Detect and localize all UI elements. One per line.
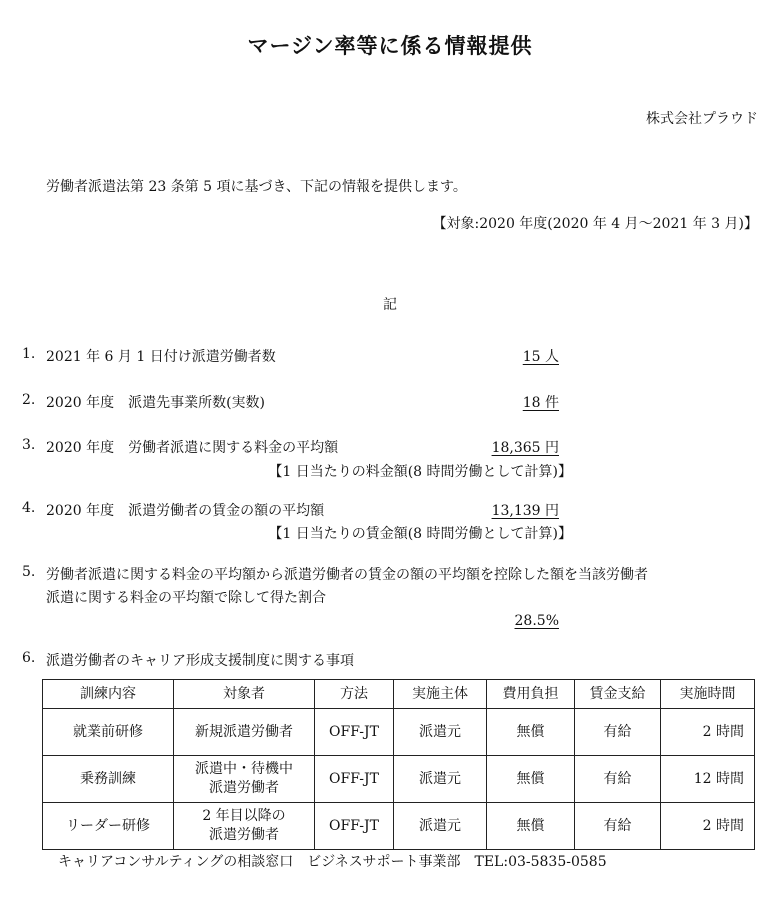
page-title: マージン率等に係る情報提供 <box>247 33 533 58</box>
item-4-number: 4. <box>22 500 36 516</box>
cell-target <box>174 709 315 756</box>
cell-method: OFF-JT <box>315 803 394 850</box>
cell-wage: 有給 <box>575 756 661 803</box>
cell-provider: 派遣元 <box>394 803 487 850</box>
cell-target-line-2: 派遣労働者 <box>209 780 279 796</box>
item-3-number: 3. <box>22 437 36 453</box>
company-name: 株式会社プラウド <box>646 111 758 127</box>
column-header-method: 方法 <box>315 680 394 709</box>
item-3-value: 18,365 円 <box>491 440 559 456</box>
table-row <box>43 709 755 756</box>
cell-hours: 12 時間 <box>661 756 755 803</box>
item-2-value: 18 件 <box>522 395 559 411</box>
column-header-provider: 実施主体 <box>394 680 487 709</box>
item-4-note: 【1 日当たりの賃金額(8 時間労働として計算)】 <box>268 526 572 542</box>
cell-content: 乗務訓練 <box>43 756 174 803</box>
cell-hours: 2 時間 <box>661 803 755 850</box>
cell-wage: 有給 <box>575 709 661 756</box>
column-header-target: 対象者 <box>174 680 315 709</box>
cell-target <box>174 803 315 850</box>
column-header-content: 訓練内容 <box>43 680 174 709</box>
column-header-hours: 実施時間 <box>661 680 755 709</box>
cell-hours: 2 時間 <box>661 709 755 756</box>
table-header-row <box>43 680 755 709</box>
intro-text: 労働者派遣法第 23 条第 5 項に基づき、下記の情報を提供します。 <box>46 179 467 195</box>
item-5-number: 5. <box>22 564 36 580</box>
item-4-text: 2020 年度 派遣労働者の賃金の額の平均額 <box>46 503 325 519</box>
cell-provider: 派遣元 <box>394 756 487 803</box>
footer-contact: キャリアコンサルティングの相談窓口 ビジネスサポート事業部 TEL:03-5835-0585 <box>58 854 607 870</box>
ki-heading: 記 <box>383 297 397 313</box>
cell-wage: 有給 <box>575 803 661 850</box>
item-5-line-2: 派遣に関する料金の平均額で除して得た割合 <box>46 590 326 606</box>
item-2-text: 2020 年度 派遣先事業所数(実数) <box>46 395 266 411</box>
cell-target-line-1: 派遣中・待機中 <box>195 761 293 777</box>
item-1-number: 1. <box>22 346 36 362</box>
cell-cost: 無償 <box>487 709 575 756</box>
target-period: 【対象:2020 年度(2020 年 4 月～2021 年 3 月)】 <box>432 216 758 232</box>
item-1-text: 2021 年 6 月 1 日付け派遣労働者数 <box>46 349 276 365</box>
item-2-number: 2. <box>22 392 36 408</box>
cell-target-line-1: 2 年目以降の <box>202 808 286 824</box>
item-1-value: 15 人 <box>522 349 559 365</box>
column-header-wage: 賃金支給 <box>575 680 661 709</box>
cell-cost: 無償 <box>487 803 575 850</box>
item-3-text: 2020 年度 労働者派遣に関する料金の平均額 <box>46 440 339 456</box>
cell-provider: 派遣元 <box>394 709 487 756</box>
item-6-text: 派遣労働者のキャリア形成支援制度に関する事項 <box>46 653 354 669</box>
item-5-line-1: 労働者派遣に関する料金の平均額から派遣労働者の賃金の額の平均額を控除した額を当該労働者 <box>46 567 648 583</box>
item-4-value: 13,139 円 <box>491 503 559 519</box>
cell-target <box>174 756 315 803</box>
cell-method: OFF-JT <box>315 756 394 803</box>
item-6-number: 6. <box>22 650 36 666</box>
cell-content: 就業前研修 <box>43 709 174 756</box>
table-row <box>43 803 755 850</box>
column-header-cost: 費用負担 <box>487 680 575 709</box>
cell-target-line-1: 新規派遣労働者 <box>195 723 293 740</box>
cell-target-line-2: 派遣労働者 <box>209 827 279 843</box>
item-3-note: 【1 日当たりの料金額(8 時間労働として計算)】 <box>268 464 572 480</box>
cell-content: リーダー研修 <box>43 803 174 850</box>
training-table <box>42 679 755 850</box>
cell-method: OFF-JT <box>315 709 394 756</box>
cell-cost: 無償 <box>487 756 575 803</box>
item-5-value: 28.5% <box>514 613 559 629</box>
table-row <box>43 756 755 803</box>
